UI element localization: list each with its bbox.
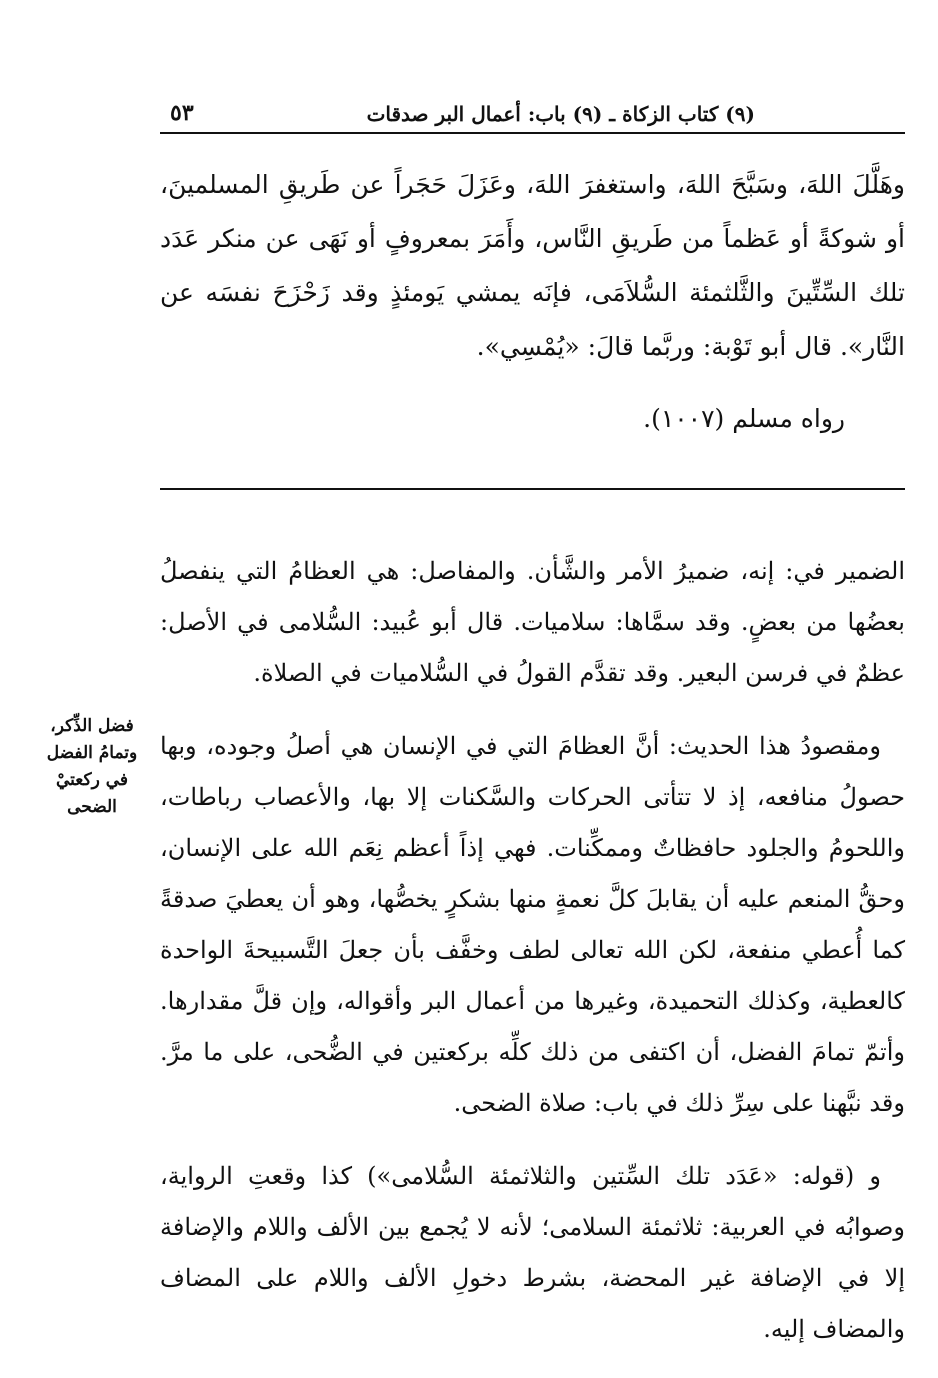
margin-note bbox=[28, 713, 156, 821]
commentary-paragraph-1: الضمير في: إنه، ضميرُ الأمر والشَّأن. والمفاصل: هي العظامُ التي ينفصلُ بعضُها من بعضٍ. وقد سمَّاها: سلاميات. قال أبو عُبيد: السُّلامى في الأصل: عظمٌ في فرسن البعير. وقد تقدَّم القولُ في السُّلاميات في الصلاة. bbox=[160, 557, 905, 687]
commentary-paragraph-3: و (قوله: «عَدَد تلك السِّتين والثلاثمئة السُّلامى») كذا وقعتِ الرواية، وصوابُه في العربية: ثلاثمئة السلامى؛ لأنه لا يُجمع بين الألف واللام والإضافة إلا في الإضافة غير المحضة، بشرط دخولِ الألف واللام على المضاف والمضاف إليه. bbox=[160, 1162, 906, 1343]
hadith-paragraph: وهَلَّلَ اللهَ، وسَبَّحَ اللهَ، واستغفرَ اللهَ، وعَزَلَ حَجَراً عن طَريقِ المسلمينَ، أو شوكةً أو عَظماً من طَريقِ النَّاس، وأَمَرَ بمعروفٍ أو نَهَى عن منكر عَدَد تلك السِّتِّينَ والثَّلثمئة السُّلاَمَى، فإنَه يمشي يَومئذٍ وقد زَحْزَحَ نفسَه عن النَّار». قال أبو تَوْبة: وربَّما قالَ: «يُمْسِي». bbox=[160, 170, 905, 361]
commentary-paragraph-2: ومقصودُ هذا الحديث: أنَّ العظامَ التي في الإنسان هي أصلُ وجوده، وبها حصولُ منافعه، إذ لا تتأتى الحركات والسَّكنات إلا بها، والأعصاب رباطات، واللحومُ والجلود حافظاتٌ وممكِّنات. فهي إذاً أعظم نِعَم الله على الإنسان، وحقُّ المنعم عليه أن يقابلَ كلَّ نعمةٍ منها بشكرٍ يخصُّها، وهو أن يعطيَ صدقةً كما أُعطي منفعة، لكن الله تعالى لطف وخفَّف بأن جعلَ التَّسبيحةَ الواحدة كالعطية، وكذلك التحميدة، وغيرها من أعمال البر وأقواله، وإن قلَّ مقدارها. وأتمّ تمامَ الفضل، أن اكتفى من ذلك كلِّه بركعتين في الضُّحى، على ما مرَّ. وقد نبَّهنا على سِرِّ ذلك في باب: صلاة الضحى. bbox=[160, 732, 906, 1117]
commentary-section bbox=[160, 546, 905, 1355]
page-header bbox=[160, 92, 905, 134]
narration-line: رواه مسلم (١٠٠٧). bbox=[643, 404, 845, 433]
running-head: (٩) كتاب الزكاة ـ (٩) باب: أعمال البر صدقات bbox=[366, 102, 755, 126]
section-separator bbox=[160, 488, 905, 490]
margin-note-line: في ركعتيْ bbox=[55, 770, 129, 790]
hadith-text bbox=[160, 158, 905, 446]
margin-note-line: فضل الذِّكر، bbox=[50, 716, 134, 736]
margin-note-line: الضحى bbox=[67, 797, 117, 817]
page-number: ٥٣ bbox=[170, 100, 194, 126]
margin-note-line: وتمامُ الفضل bbox=[46, 743, 138, 763]
